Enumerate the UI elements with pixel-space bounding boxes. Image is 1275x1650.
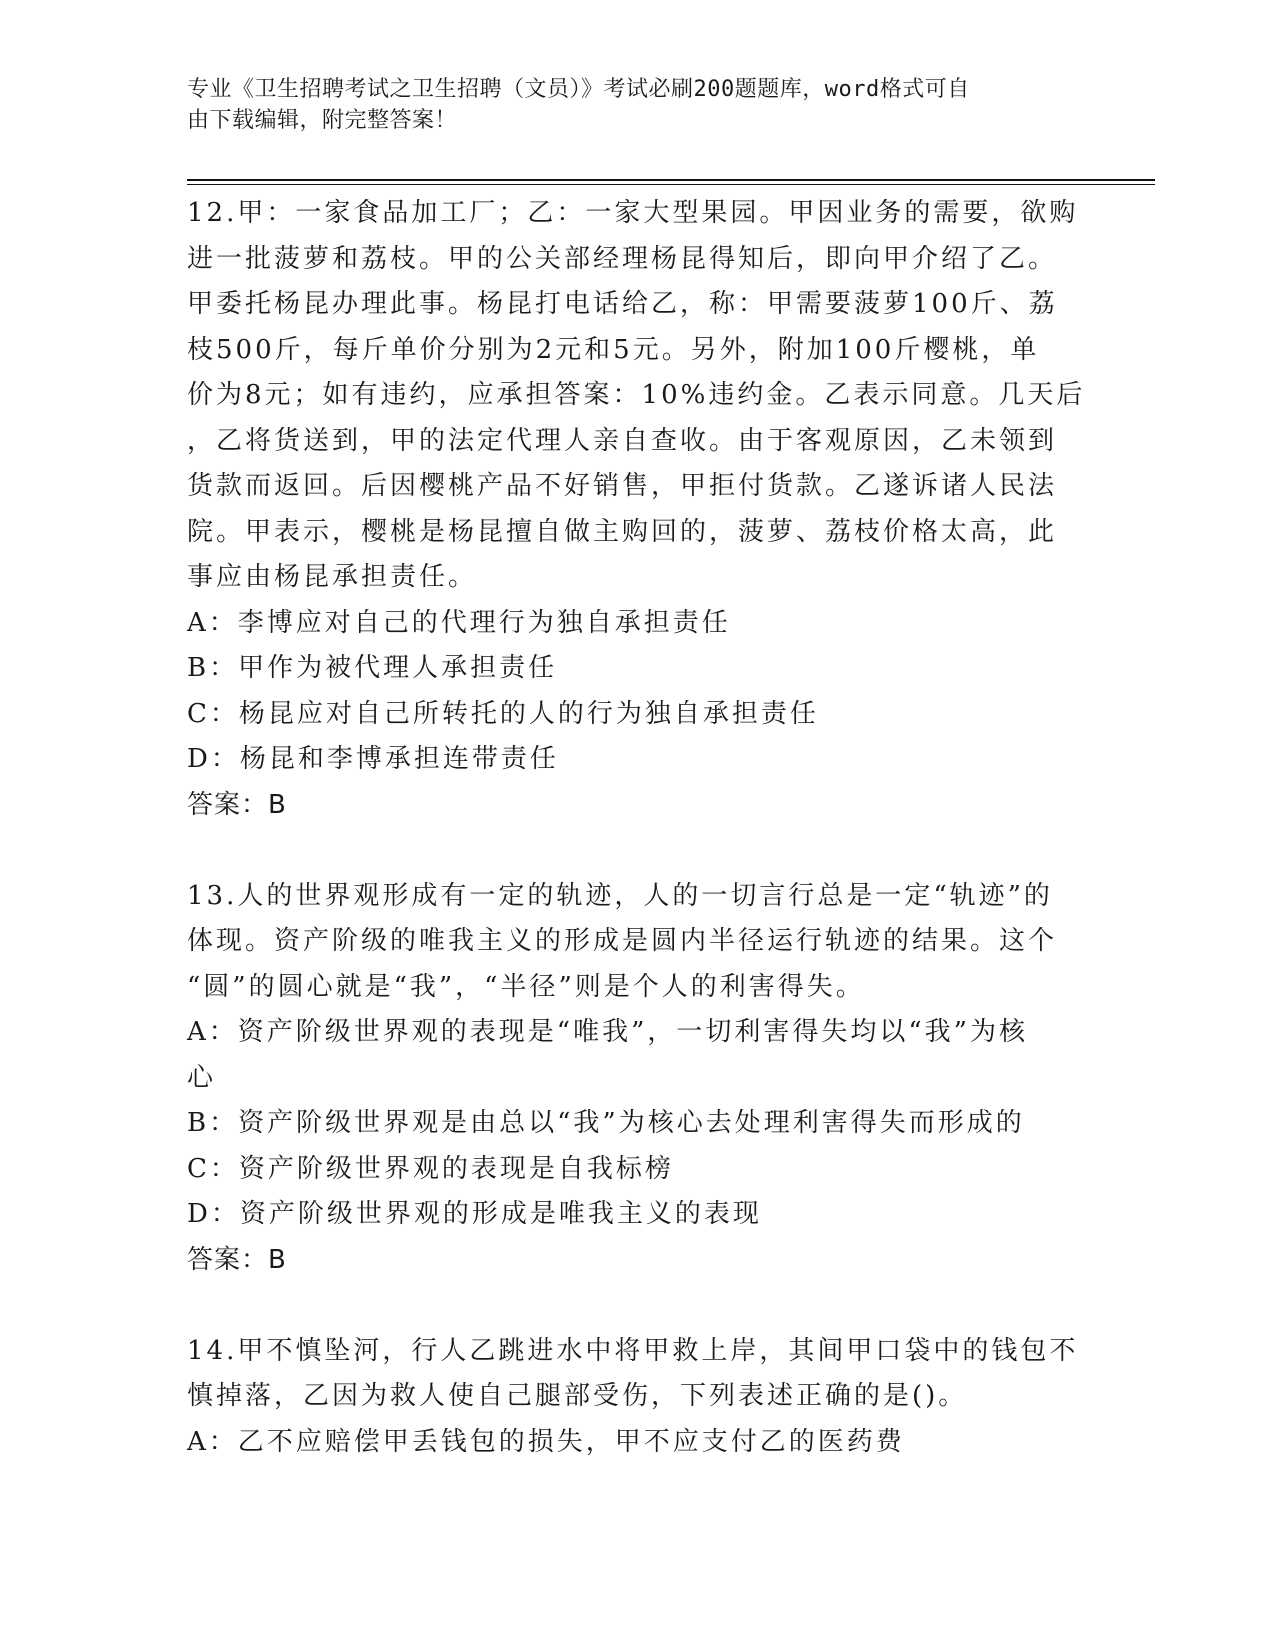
header-divider-thick — [187, 179, 1155, 181]
header-line-1: 专业《卫生招聘考试之卫生招聘（文员）》考试必刷200题题库，word格式可自 — [187, 77, 970, 102]
option-a: A：资产阶级世界观的表现是“唯我”，一切利害得失均以“我”为核 — [187, 1017, 1028, 1047]
question-stem-line: 院。甲表示，樱桃是杨昆擅自做主购回的，菠萝、荔枝价格太高，此 — [187, 516, 1058, 547]
spacer — [187, 828, 1087, 874]
option-b: B：资产阶级世界观是由总以“我”为核心去处理利害得失而形成的 — [187, 1108, 1025, 1138]
header-line-2: 由下载编辑，附完整答案！ — [187, 108, 458, 133]
option-c: C：杨昆应对自己所转托的人的行为独自承担责任 — [187, 698, 819, 729]
question-13 — [187, 874, 1087, 1284]
question-list — [187, 191, 1087, 1465]
question-stem-line: ，乙将货送到，甲的法定代理人亲自查收。由于客观原因，乙未领到 — [187, 425, 1058, 456]
option-d: D：杨昆和李博承担连带责任 — [187, 744, 559, 774]
question-stem-line: 货款而返回。后因樱桃产品不好销售，甲拒付货款。乙遂诉诸人民法 — [187, 471, 1058, 501]
answer-label: 答案：B — [187, 789, 287, 820]
question-stem-line: 14.甲不慎坠河，行人乙跳进水中将甲救上岸，其间甲口袋中的钱包不 — [187, 1335, 1079, 1366]
spacer — [187, 1283, 1087, 1329]
option-b: B：甲作为被代理人承担责任 — [187, 653, 558, 683]
option-c: C：资产阶级世界观的表现是自我标榜 — [187, 1153, 674, 1184]
option-a-continued: 心 — [187, 1062, 217, 1093]
question-stem-line: 事应由杨昆承担责任。 — [187, 562, 478, 592]
question-stem-line: 进一批菠萝和荔枝。甲的公关部经理杨昆得知后，即向甲介绍了乙。 — [187, 243, 1058, 274]
question-stem-line: 12.甲：一家食品加工厂；乙：一家大型果园。甲因业务的需要，欲购 — [187, 198, 1079, 228]
question-stem-line: 价为8元；如有违约，应承担答案：10%违约金。乙表示同意。几天后 — [187, 380, 1086, 410]
question-stem-line: “圆”的圆心就是“我”，“半径”则是个人的利害得失。 — [187, 971, 865, 1002]
answer-label: 答案：B — [187, 1244, 287, 1275]
option-a: A：李博应对自己的代理行为独自承担责任 — [187, 607, 731, 638]
question-14 — [187, 1329, 1087, 1466]
document-header — [187, 74, 1067, 136]
question-stem-line: 13.人的世界观形成有一定的轨迹，人的一切言行总是一定“轨迹”的 — [187, 880, 1053, 911]
question-12 — [187, 191, 1087, 828]
question-stem-line: 慎掉落，乙因为救人使自己腿部受伤，下列表述正确的是()。 — [187, 1381, 968, 1411]
question-stem-line: 甲委托杨昆办理此事。杨昆打电话给乙，称：甲需要菠萝100斤、荔 — [187, 289, 1058, 319]
option-d: D：资产阶级世界观的形成是唯我主义的表现 — [187, 1199, 762, 1229]
question-stem-line: 体现。资产阶级的唯我主义的形成是圆内半径运行轨迹的结果。这个 — [187, 926, 1058, 956]
option-a: A：乙不应赔偿甲丢钱包的损失，甲不应支付乙的医药费 — [187, 1426, 905, 1457]
question-stem-line: 枝500斤，每斤单价分别为2元和5元。另外，附加100斤樱桃，单 — [187, 334, 1040, 365]
header-divider-thin — [187, 184, 1155, 185]
